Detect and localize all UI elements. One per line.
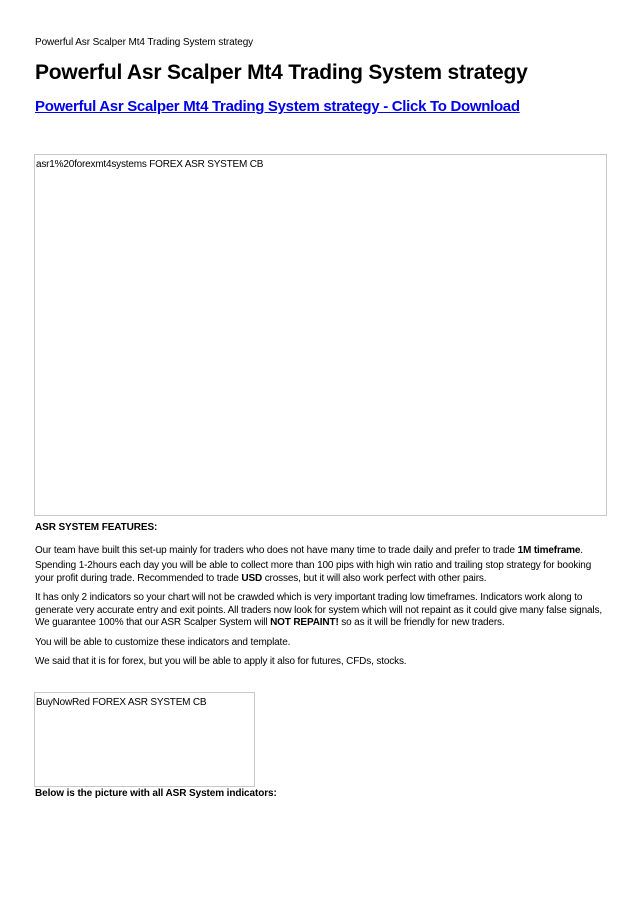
features-heading: ASR SYSTEM FEATURES: xyxy=(35,522,158,533)
p2-bold-usd: USD xyxy=(241,572,263,584)
p3-end: so as it will be friendly for new traders. xyxy=(338,617,505,628)
p2-text: Spending 1-2hours each day you will be able to collect more than 100 pips with high win ratio and trailing stop strategy for booking your profit during trade. Recommended to trade xyxy=(35,560,592,584)
main-image-alt-text: asr1%20forexmt4systems FOREX ASR SYSTEM CB xyxy=(36,159,264,170)
p2-end: crosses, but it will also work perfect with other pairs. xyxy=(262,572,487,584)
features-paragraph-3 xyxy=(35,592,605,630)
indicators-heading: Below is the picture with all ASR System indicators: xyxy=(35,788,277,799)
p1-end: . xyxy=(580,545,583,556)
features-paragraph-4: You will be able to customize these indicators and template. xyxy=(35,637,291,648)
features-paragraph-5: We said that it is for forex, but you will be able to apply it also for futures, CFDs, stocks. xyxy=(35,656,407,667)
main-image-placeholder xyxy=(34,154,607,516)
features-paragraph-1 xyxy=(35,545,605,558)
buy-image-alt-text: BuyNowRed FOREX ASR SYSTEM CB xyxy=(36,697,207,708)
features-paragraph-2 xyxy=(35,560,605,585)
p3-text: It has only 2 indicators so your chart will not be crawded which is very important trading low timeframes. Indicators work along to generate very accurate entry and exit points. All traders now look for system which will not repaint as it could give many false signals, We guarantee 100% that our ASR Scalper System will xyxy=(35,592,602,628)
buy-now-image-placeholder[interactable] xyxy=(34,692,255,787)
p3-bold-not-repaint: NOT REPAINT! xyxy=(270,617,339,628)
p1-bold-timeframe: 1M timeframe xyxy=(517,545,581,556)
download-link[interactable]: Powerful Asr Scalper Mt4 Trading System strategy - Click To Download xyxy=(35,98,520,115)
running-header: Powerful Asr Scalper Mt4 Trading System strategy xyxy=(35,37,254,48)
page-title: Powerful Asr Scalper Mt4 Trading System strategy xyxy=(35,61,528,84)
p1-text: Our team have built this set-up mainly for traders who does not have many time to trade daily and prefer to trade xyxy=(35,545,518,556)
